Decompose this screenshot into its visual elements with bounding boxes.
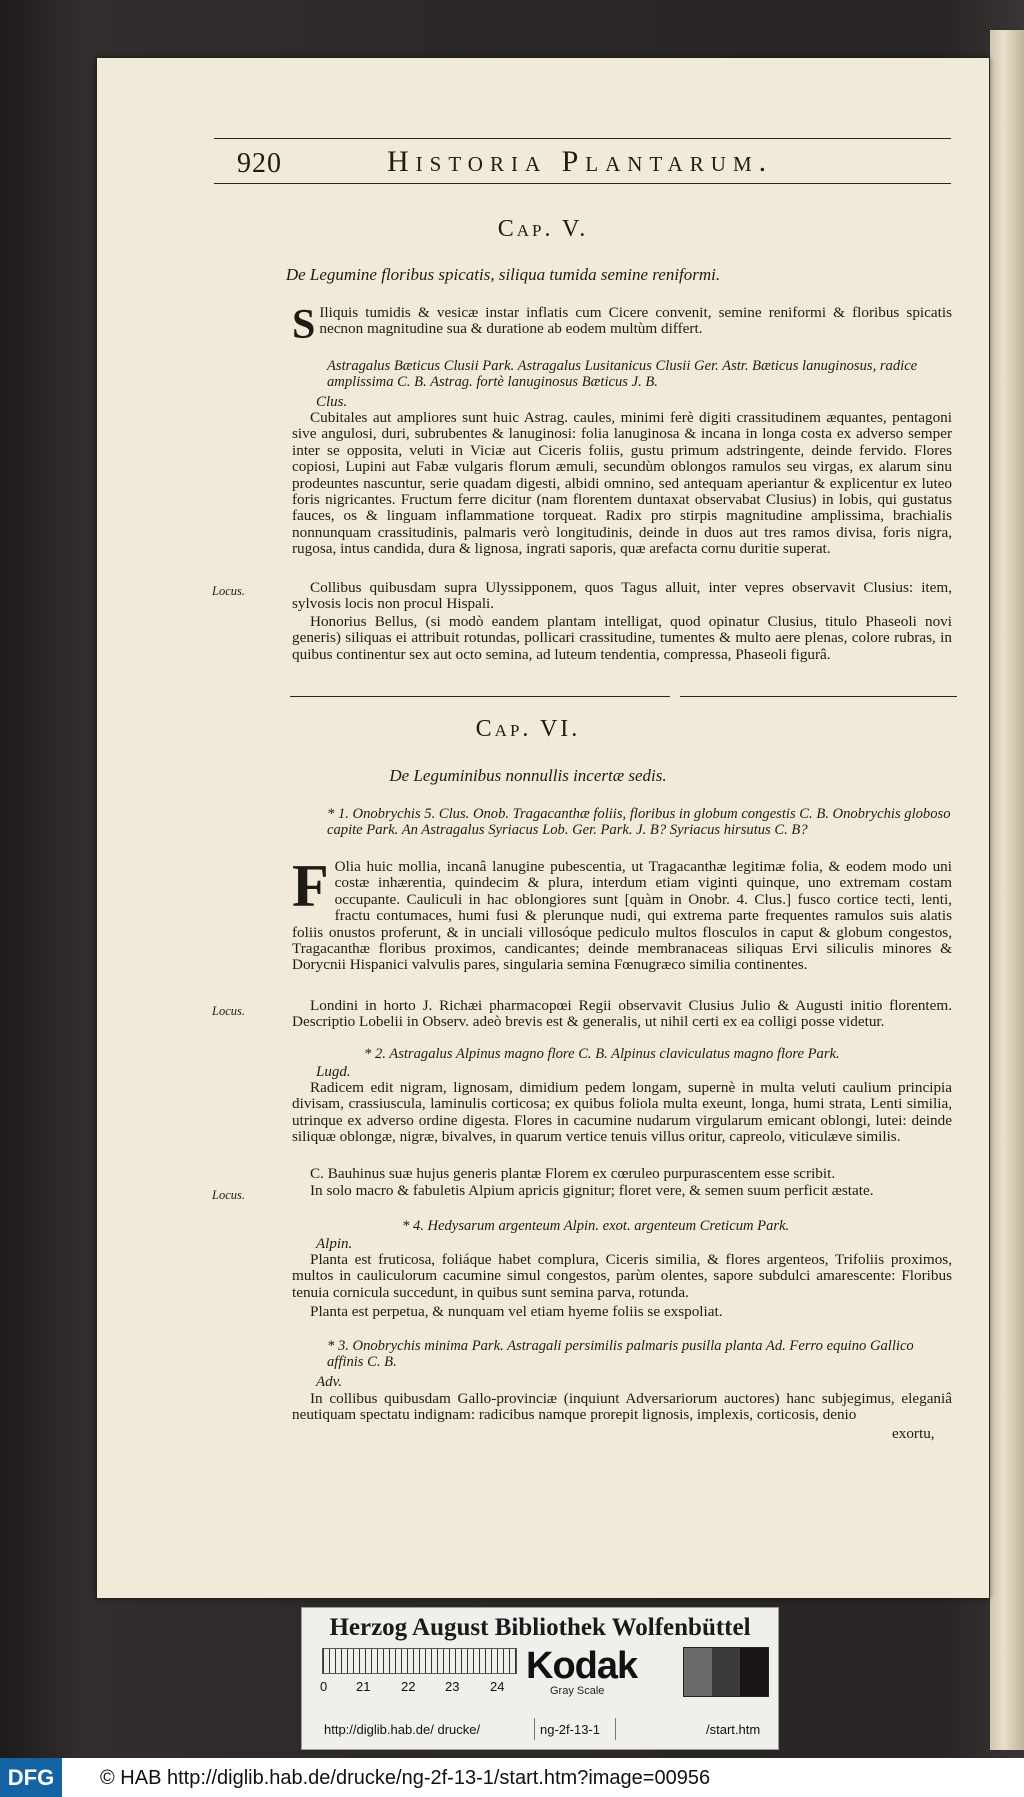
section-rule-right: [680, 696, 957, 697]
species-2-authority: Lugd.: [316, 1064, 351, 1080]
ruler-tick: 22: [401, 1679, 416, 1694]
species-3-synonyms: * 3. Onobrychis minima Park. Astragali persimilis palmaris pusilla planta Ad. Ferro equino Gallico affinis C. B.: [327, 1338, 914, 1371]
chapter-5-synonyms: Astragalus Bæticus Clusii Park. Astragalus Lusitanicus Clusii Ger. Astr. Bæticus lanuginosus, radice amplissima C. B. Astrag. fortè lanuginosus Bæticus J. B.: [327, 358, 918, 391]
species-1-description: [292, 853, 952, 974]
facing-page-edge: [990, 30, 1024, 1750]
section-rule-left: [290, 696, 670, 697]
url-divider: [534, 1718, 535, 1740]
species-1-locus-text: Londini in horto J. Richæi pharmacopœi Regii observavit Clusius Julio & Augusti initio florentem. Descriptio Lobelii in Observ. adeò brevis est & generalis, ut nihil certi ex ea colligi posse videtur.: [292, 997, 952, 1031]
chapter-6-heading: Cap. VI.: [475, 716, 581, 742]
chapter-5-heading: Cap. V.: [497, 216, 589, 242]
kodak-logo: Kodak: [526, 1645, 638, 1687]
chapter-6-subtitle: De Leguminibus nonnullis incertæ sedis.: [389, 766, 667, 785]
drop-cap-f: F: [292, 853, 329, 919]
chapter-5-intro: [292, 302, 952, 348]
species-4-authority: Alpin.: [316, 1236, 353, 1252]
catchword: exortu,: [892, 1425, 935, 1442]
header-rule-bottom: [214, 183, 951, 184]
book-page: [97, 58, 989, 1598]
dfg-logo: DFG: [0, 1758, 62, 1797]
gray-swatch: [740, 1648, 768, 1696]
url-part-3: /start.htm: [706, 1722, 761, 1737]
drop-cap: S: [292, 302, 316, 348]
margin-locus-2: Locus.: [212, 1188, 245, 1202]
gray-swatches: [683, 1647, 769, 1697]
species-2-locus-text: In solo macro & fabuletis Alpium apricis gignitur; floret vere, & semen suum perficit æstate.: [310, 1182, 874, 1199]
url-part-2: ng-2f-13-1: [540, 1722, 600, 1737]
ruler-tick: 23: [445, 1679, 460, 1694]
gray-swatch: [684, 1648, 712, 1696]
species-4-synonyms: * 4. Hedysarum argenteum Alpin. exot. argenteum Creticum Park.: [402, 1218, 790, 1234]
chapter-5-subtitle: De Legumine floribus spicatis, siliqua tumida semine reniformi.: [285, 265, 721, 284]
measurement-ruler: [322, 1648, 517, 1674]
intro-text: Iliquis tumidis & vesicæ instar inflatis cum Cicere convenit, semine reniformi & floribus spicatis necnon magnitudine sua & duratione ab eodem multùm differt.: [319, 304, 952, 338]
species-2-bauhin-text: C. Bauhinus suæ hujus generis plantæ Florem ex cœruleo purpurascentem esse scribit.: [310, 1165, 836, 1182]
url-part-1: http://diglib.hab.de/ drucke/: [324, 1722, 481, 1737]
chapter-5-bellus-text: Honorius Bellus, (si modò eandem plantam intelligat, quod opinatur Clusius, titulo Phaseoli novi generis) siliquas ei attribuit rotundas, pollicari crassitudine, tumentes & multo aere plenas, colore rubras, in quibus continentur sex aut octo semina, ad luteum tendentia, compressa, Phaseoli figurâ.: [292, 613, 952, 663]
gray-swatch: [712, 1648, 740, 1696]
url-divider: [615, 1718, 616, 1740]
chapter-5-description: Cubitales aut ampliores sunt huic Astrag. caules, minimi ferè digiti crassitudinem æquantes, pentagoni sive angulosi, duri, subrubentes & lanuginosi: folia lanuginosa & incana in longa costa ex adverso semper inter se opposita, veluti in Viciæ aut Ciceris foliis, gustu primum adstringente, deinde fervido. Flores copiosi, Lupini aut Fabæ vulgaris florum æmuli, secundùm oblongos ramulos seu virgas, ex alarum sinu prodeuntes nascuntur, serie quadam digesti, albidi omnino, sed antequam aperiantur & explicentur ex luteo foris nigricantes. Fructum ferre dicitur (nam florentem duntaxat observabat Clusius) in lobis, qui gustatus fauces, os & linguam inflammatione torqueat. Radix pro stirpis magnitudine amplissima, brachialis nonnunquam crassitudinis, palmaris verò longitudinis, deinde in duos aut tres ramos divisa, foris nigra, rugosa, intus candida, dura & lignosa, ingrati saporis, quæ arefacta cornu duritie superat.: [292, 409, 952, 558]
grayscale-label: Gray Scale: [550, 1685, 605, 1697]
margin-locus-1: Locus.: [212, 1004, 245, 1018]
species-1-text: Olia huic mollia, incanâ lanugine pubescentia, ut Tragacanthæ legitimæ folia, & eodem modo uni costæ inhærentia, quindecim & plura, interdum etiam viginti quinque, uno extremam costam occupante. Cauliculi in hac oblongiores sunt [quàm in Onobr. 4. Clus.] fusco cortice tecti, lenti, fractu contumaces, humi fusi & plerunque nudi, qui extrema parte frequentes ramulos suis alatis foliis onustos proferunt, & in unciali villosóque pediculo multos flosculos in caput & globum congestos, Tragacanthæ floribus proximos, candicantes; deinde membranaceas siliquas Ervi siliculis minores & Dorycnii Hispanici valvulis pares, singularia semina Fœnugræco similia continentes.: [292, 858, 952, 974]
ruler-tick: 0: [320, 1679, 328, 1694]
species-3-authority: Adv.: [316, 1374, 342, 1390]
library-name: Herzog August Bibliothek Wolfenbüttel: [329, 1614, 751, 1641]
species-2-synonyms: * 2. Astragalus Alpinus magno flore C. B. Alpinus claviculatus magno flore Park.: [364, 1046, 840, 1062]
species-1-synonyms: * 1. Onobrychis 5. Clus. Onob. Tragacanthæ foliis, floribus in globum congestis C. B. Onobrychis globoso capite Park. An Astragalus Syriacus Lob. Ger. Park. J. B? Syriacus hirsutus C. B?: [327, 806, 951, 839]
margin-locus: Locus.: [212, 584, 245, 598]
chapter-5-locus-text: Collibus quibusdam supra Ulyssipponem, quos Tagus alluit, inter vepres observavit Clusius: item, sylvosis locis non procul Hispali.: [292, 579, 952, 613]
library-color-card: [301, 1607, 779, 1750]
ruler-tick: 21: [356, 1679, 371, 1694]
page-number: 920: [237, 148, 282, 179]
chapter-5-authority: Clus.: [316, 394, 348, 410]
species-3-description: In collibus quibusdam Gallo-provinciæ (inquiunt Adversariorum auctores) hanc subjegimus, eleganiâ neutiquam spectatu indignam: radicibus namque prorepit lignosis, implexis, corticosis, denio: [292, 1390, 952, 1424]
running-title: Historia Plantarum.: [387, 145, 774, 178]
species-4-description: Planta est fruticosa, foliáque habet complura, Ciceris similia, & flores argenteos, Trifoliis proximos, multos in cauliculorum cacumine simul congestos, parùm olentes, sapore subdulci amarescente: Floribus tenuia cornicula succedunt, in quibus sunt semina parva, rotunda.: [292, 1251, 952, 1301]
copyright-link[interactable]: © HAB http://diglib.hab.de/drucke/ng-2f-13-1/start.htm?image=00956: [100, 1767, 711, 1789]
species-2-description: Radicem edit nigram, lignosam, dimidium pedem longam, supernè in multa veluti caulium principia divisam, crassiuscula, laminulis corticosa; ex quibus foliola multa exeunt, longa, humi strata, Lenti similia, utrinque ex adverso ordine digesta. Flores in cacumine nudarum virgularum emicant oblongi, lutei: deinde siliquæ oblongæ, nigræ, bivalves, in quarum vertice tenuis villus oritur, capreolo, viticulæve similis.: [292, 1079, 952, 1146]
species-4-perennial-text: Planta est perpetua, & nunquam vel etiam hyeme foliis se exspoliat.: [310, 1303, 723, 1320]
ruler-tick: 24: [490, 1679, 505, 1694]
header-rule-top: [214, 138, 951, 139]
